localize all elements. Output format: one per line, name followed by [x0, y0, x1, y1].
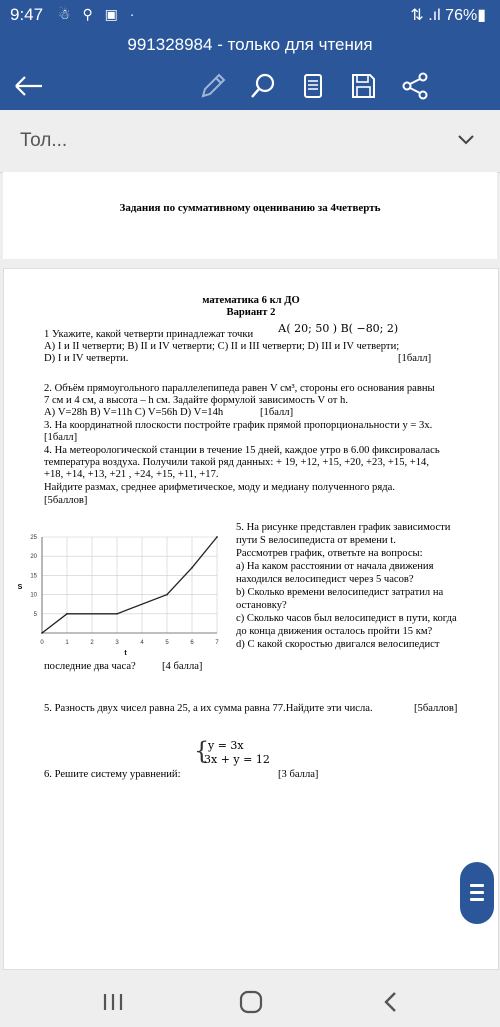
status-bar — [0, 0, 500, 32]
x-axis-label: t — [124, 650, 127, 655]
x-tick-label: 0 — [40, 640, 44, 646]
x-tick-label: 4 — [140, 640, 144, 646]
reading-view-icon[interactable] — [296, 70, 330, 102]
q2-score: [1балл] — [260, 407, 294, 418]
y-tick-label: 5 — [33, 611, 37, 618]
q3-line1: 3. На координатной плоскости постройте график прямой пропорциональности y = 3x. — [44, 420, 433, 431]
document-page-1 — [3, 172, 497, 259]
search-icon[interactable] — [246, 70, 280, 102]
data-point — [41, 632, 43, 634]
q4-line4: Найдите размах, среднее арифметическое, моду и медиану полученного ряда. — [44, 482, 395, 493]
q4-line2: температура воздуха. Получили такой ряд данных: + 19, +12, +15, +20, +23, +15, +14, — [44, 457, 430, 468]
q1-score: [1балл] — [398, 353, 432, 364]
back-icon[interactable] — [376, 989, 406, 1015]
toolbar — [0, 62, 500, 110]
q1-last-answer: D) I и IV четверти. — [44, 353, 129, 364]
q7-score: [3 балла] — [278, 769, 319, 780]
x-tick-label: 7 — [215, 640, 219, 646]
q5-line: пути S велосипедиста от времени t. — [236, 535, 396, 546]
data-point — [216, 536, 218, 538]
series-line — [42, 537, 217, 633]
q5-line: Рассмотрев график, ответьте на вопросы: — [236, 548, 423, 559]
y-axis-label: S — [17, 584, 23, 591]
status-signal-battery: ⇅ .ıl 76%▮ — [410, 7, 486, 24]
x-tick-label: 1 — [65, 640, 69, 646]
data-point — [116, 613, 118, 615]
document-page-2 — [3, 268, 499, 970]
q5-line: а) На каком расстоянии от начала движения — [236, 561, 434, 572]
page1-heading: Задания по суммативному оцениванию за 4четверть — [119, 202, 381, 214]
q2-line2: 7 см и 4 см, а высота – h см. Задайте формулой зависимость V от h. — [44, 395, 348, 406]
q4-line1: 4. На метеорологической станции в течение 15 дней, каждое утро в 6.00 фиксировалась — [44, 445, 440, 456]
navigation-bar[interactable] — [0, 110, 500, 173]
q5-line: находился велосипедист через 5 часов? — [236, 574, 414, 585]
q1-answers: А) I и II четверти; B) II и IV четверти; C) II и III четверти; D) III и IV четверти; — [44, 341, 400, 352]
x-tick-label: 3 — [115, 640, 119, 646]
menu-handle-button[interactable] — [460, 862, 494, 924]
data-point — [66, 613, 68, 615]
q5-line: b) Сколько времени велосипедист затратил на — [236, 587, 444, 598]
system-eq1: y = 3x — [208, 739, 244, 752]
q3-score: [1балл] — [44, 432, 78, 443]
q5-line: остановку? — [236, 600, 287, 611]
q5-line: c) Сколько часов был велосипедист в пути, когда — [236, 613, 457, 624]
recent-apps-icon[interactable] — [98, 989, 128, 1015]
x-tick-label: 6 — [190, 640, 194, 646]
q4-line3: +18, +14, +13, +21 , +24, +15, +11, +17. — [44, 469, 219, 480]
distance-time-chart — [14, 531, 230, 655]
q5-line: d) С какой скоростью двигался велосипедист — [236, 639, 440, 650]
q4-score: [5баллов] — [44, 495, 88, 506]
q1-points: А( 20; 50 ) B( −80; 2) — [278, 322, 399, 335]
doc-variant: Вариант 2 — [226, 307, 276, 318]
document-title: 991328984 - только для чтения — [127, 35, 373, 54]
q2-answers: А) V=28h B) V=11h C) V=56h D) V=14h — [44, 407, 224, 418]
x-tick-label: 2 — [90, 640, 94, 646]
system-brace: { — [194, 737, 210, 765]
q5-last-line: последние два часа? — [44, 661, 136, 672]
system-navigation-bar — [0, 977, 500, 1027]
home-icon[interactable] — [236, 989, 266, 1015]
status-time: 9:47 — [10, 5, 44, 24]
status-notification-icons: ☃ ⚲ ▣ · — [58, 6, 139, 22]
data-point — [166, 594, 168, 596]
y-tick-label: 25 — [30, 535, 37, 541]
y-tick-label: 15 — [30, 573, 37, 580]
system-eq2: 3x + y = 12 — [204, 753, 270, 766]
q5-line: 5. На рисунке представлен график зависимости — [236, 522, 451, 533]
save-icon[interactable] — [346, 70, 380, 102]
y-tick-label: 10 — [30, 592, 37, 599]
data-point — [191, 567, 193, 569]
doc-title: математика 6 кл ДО — [202, 295, 300, 306]
q7-text: 6. Решите систему уравнений: — [44, 769, 181, 780]
back-arrow-icon[interactable] — [12, 70, 46, 102]
x-tick-label: 5 — [165, 640, 169, 646]
q5-score: [4 балла] — [162, 661, 203, 672]
chevron-down-icon[interactable] — [456, 133, 476, 147]
q5-line: до конца движения осталось пройти 15 км? — [236, 626, 433, 637]
y-tick-label: 20 — [30, 554, 37, 561]
q6-text: 5. Разность двух чисел равна 25, а их сумма равна 77.Найдите эти числа. — [44, 703, 373, 714]
q6-score: [5баллов] — [414, 703, 458, 714]
share-icon[interactable] — [398, 70, 432, 102]
document-title-bar — [0, 32, 500, 62]
pencil-icon[interactable] — [196, 70, 230, 102]
navigation-text: Тол... — [20, 130, 68, 151]
q2-line1: 2. Объём прямоугольного параллелепипеда равен V см³, стороны его основания равны — [44, 383, 435, 394]
q1-text: 1 Укажите, какой четверти принадлежат точки — [44, 329, 254, 340]
